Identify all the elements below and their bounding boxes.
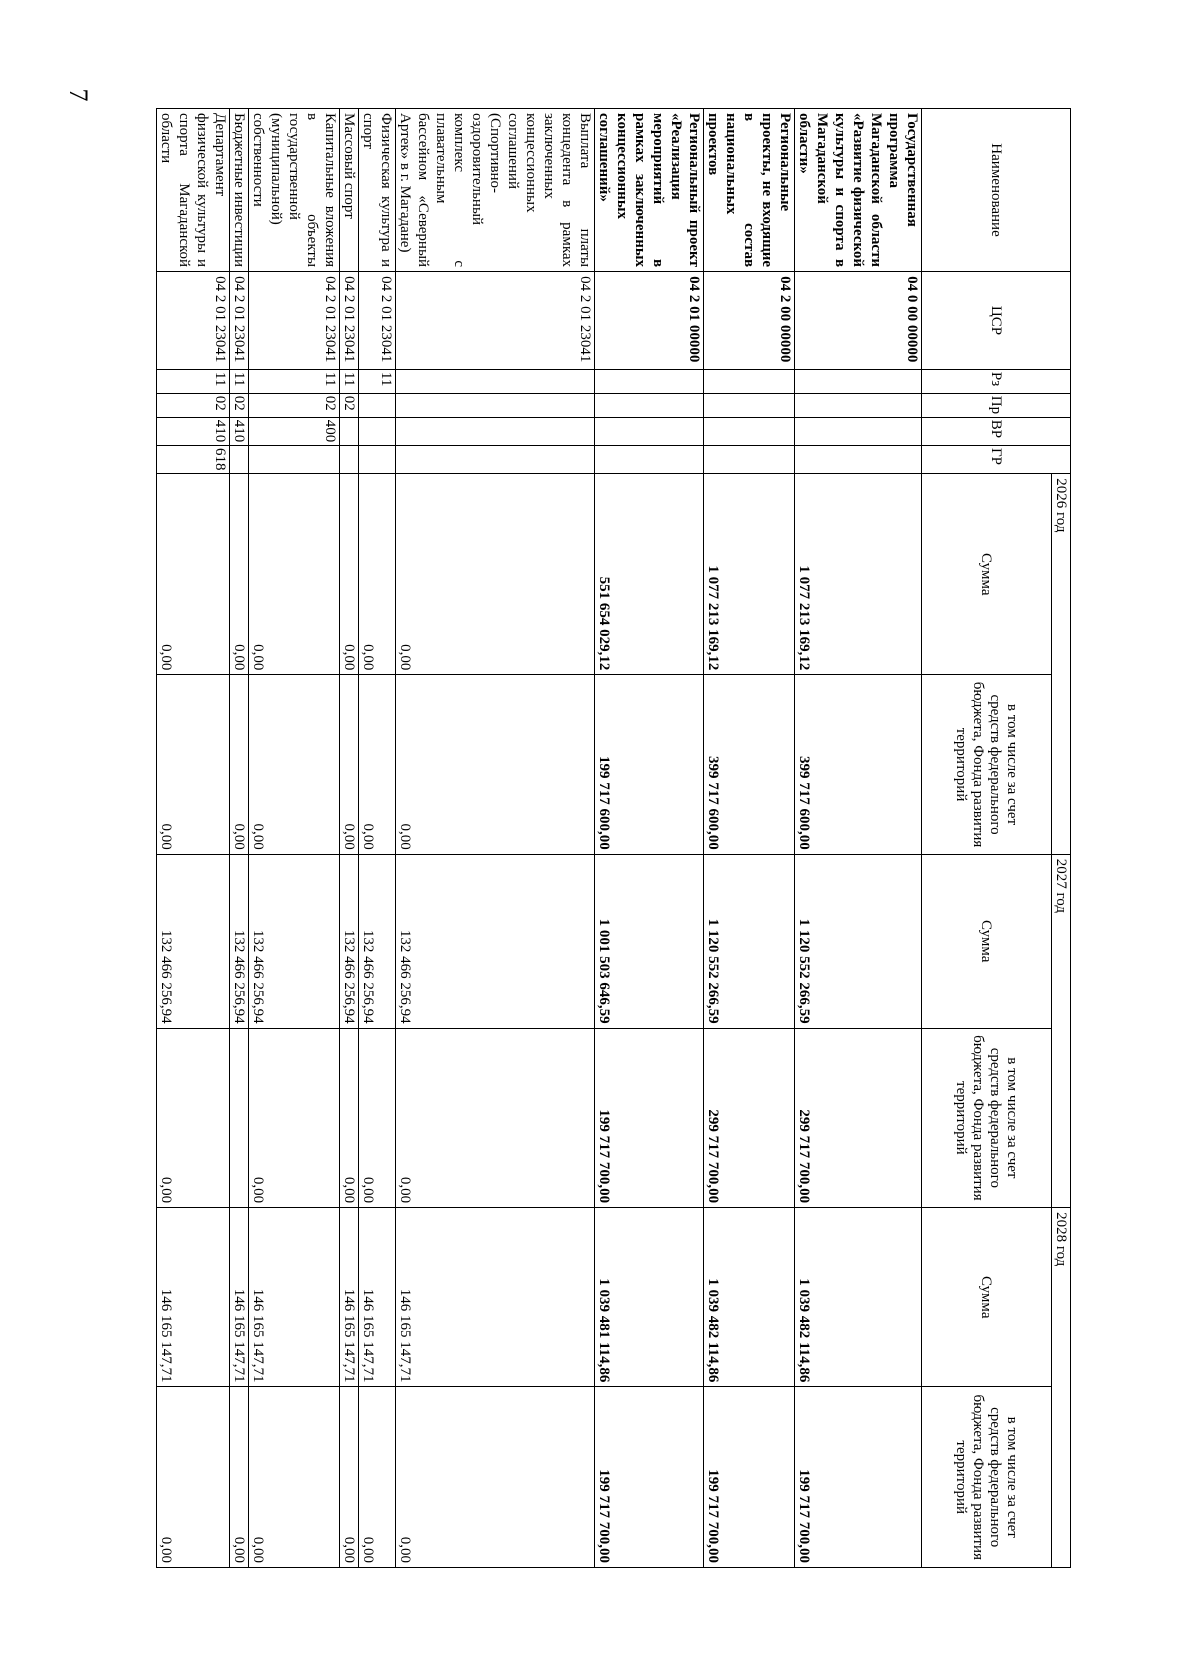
cell-vr	[795, 417, 922, 445]
cell-s2026: 551 654 029,12	[595, 474, 704, 675]
header-gr: ГР	[922, 445, 1071, 473]
cell-csr: 04 2 01 23041	[157, 272, 230, 370]
cell-gr	[249, 445, 340, 473]
cell-f2026: 0,00	[340, 675, 359, 854]
cell-csr: 04 2 01 23041	[340, 272, 359, 370]
cell-s2026: 0,00	[359, 474, 396, 675]
cell-csr: 04 2 00 00000	[704, 272, 795, 370]
cell-gr	[340, 445, 359, 473]
cell-s2027: 132 466 256,94	[230, 854, 249, 1028]
budget-table	[156, 108, 1071, 1568]
cell-f2028: 0,00	[157, 1387, 230, 1568]
table-row	[396, 109, 595, 1568]
cell-rz: 11	[230, 369, 249, 393]
cell-s2027: 1 120 552 266,59	[795, 854, 922, 1028]
cell-rz: 11	[249, 369, 340, 393]
cell-f2026: 0,00	[249, 675, 340, 854]
cell-f2027: 299 717 700,00	[704, 1028, 795, 1207]
cell-f2028: 0,00	[249, 1387, 340, 1568]
cell-name: Физическая культура и спорт	[359, 109, 396, 272]
table-row	[795, 109, 922, 1568]
cell-vr: 410	[157, 417, 230, 445]
cell-name: Региональный проект «Реализация мероприятий в рамках заключенных концессионных соглашений»	[595, 109, 704, 272]
cell-s2027: 132 466 256,94	[359, 854, 396, 1028]
header-federal-2027: в том числе за счет средств федерального бюджета, Фонда развития территорий	[922, 1028, 1052, 1207]
cell-f2027: 199 717 700,00	[595, 1028, 704, 1207]
cell-s2027: 132 466 256,94	[249, 854, 340, 1028]
cell-rz	[595, 369, 704, 393]
cell-f2026: 0,00	[359, 675, 396, 854]
cell-pr	[795, 393, 922, 417]
cell-s2027: 132 466 256,94	[340, 854, 359, 1028]
cell-f2027: 0,00	[157, 1028, 230, 1207]
header-year-2026: 2026 год	[1052, 474, 1071, 855]
header-sum-2026: Сумма	[922, 474, 1052, 675]
cell-f2027	[230, 1028, 249, 1207]
table-row	[157, 109, 230, 1568]
table-body	[157, 109, 922, 1568]
cell-csr: 04 2 01 00000	[595, 272, 704, 370]
cell-s2028: 1 039 482 114,86	[795, 1208, 922, 1387]
cell-gr	[595, 445, 704, 473]
cell-gr	[795, 445, 922, 473]
cell-pr	[359, 393, 396, 417]
cell-s2028: 146 165 147,71	[249, 1208, 340, 1387]
header-sum-2028: Сумма	[922, 1208, 1052, 1387]
cell-vr: 400	[249, 417, 340, 445]
header-year-2027: 2027 год	[1052, 854, 1071, 1207]
header-sum-2027: Сумма	[922, 854, 1052, 1028]
cell-vr	[396, 417, 595, 445]
cell-name: Государственная программа Магаданской области «Развитие физической культуры и спорта в Магаданской области»	[795, 109, 922, 272]
cell-vr	[595, 417, 704, 445]
cell-gr	[396, 445, 595, 473]
cell-csr: 04 2 01 23041	[359, 272, 396, 370]
cell-s2026: 1 077 213 169,12	[795, 474, 922, 675]
cell-s2028: 1 039 481 114,86	[595, 1208, 704, 1387]
cell-s2026: 0,00	[157, 474, 230, 675]
cell-name: Массовый спорт	[340, 109, 359, 272]
cell-rz: 11	[157, 369, 230, 393]
cell-pr	[595, 393, 704, 417]
cell-f2028: 0,00	[359, 1387, 396, 1568]
cell-s2026: 0,00	[249, 474, 340, 675]
cell-pr: 02	[340, 393, 359, 417]
cell-name: Региональные проекты, не входящие в состав национальных проектов	[704, 109, 795, 272]
cell-s2027: 132 466 256,94	[157, 854, 230, 1028]
cell-pr: 02	[249, 393, 340, 417]
cell-f2026: 0,00	[230, 675, 249, 854]
cell-f2027: 0,00	[249, 1028, 340, 1207]
cell-name: Бюджетные инвестиции	[230, 109, 249, 272]
cell-pr	[396, 393, 595, 417]
cell-s2028: 1 039 482 114,86	[704, 1208, 795, 1387]
cell-gr	[230, 445, 249, 473]
cell-f2028: 199 717 700,00	[704, 1387, 795, 1568]
budget-table-sheet	[158, 108, 1071, 1568]
cell-vr: 410	[230, 417, 249, 445]
cell-f2028: 0,00	[230, 1387, 249, 1568]
cell-f2026: 0,00	[396, 675, 595, 854]
cell-pr: 02	[157, 393, 230, 417]
page-number: 7	[64, 88, 93, 102]
table-row	[359, 109, 396, 1568]
cell-s2028: 146 165 147,71	[157, 1208, 230, 1387]
header-year-2028: 2028 год	[1052, 1208, 1071, 1568]
cell-f2028: 0,00	[340, 1387, 359, 1568]
cell-csr: 04 0 00 00000	[795, 272, 922, 370]
cell-f2026: 0,00	[157, 675, 230, 854]
cell-f2027: 299 717 700,00	[795, 1028, 922, 1207]
table-row	[704, 109, 795, 1568]
table-row	[230, 109, 249, 1568]
cell-s2026: 1 077 213 169,12	[704, 474, 795, 675]
cell-rz: 11	[340, 369, 359, 393]
cell-s2026: 0,00	[340, 474, 359, 675]
cell-f2027: 0,00	[340, 1028, 359, 1207]
cell-gr	[704, 445, 795, 473]
header-pr: Пр	[922, 393, 1071, 417]
header-csr: ЦСР	[922, 272, 1071, 370]
cell-f2028: 199 717 700,00	[795, 1387, 922, 1568]
cell-f2028: 199 717 700,00	[595, 1387, 704, 1568]
cell-name: Капитальные вложения в объекты государственной (муниципальной) собственности	[249, 109, 340, 272]
cell-rz	[795, 369, 922, 393]
cell-s2026: 0,00	[230, 474, 249, 675]
cell-s2027: 1 120 552 266,59	[704, 854, 795, 1028]
cell-s2028: 146 165 147,71	[230, 1208, 249, 1387]
cell-csr: 04 2 01 23041	[230, 272, 249, 370]
cell-f2026: 199 717 600,00	[595, 675, 704, 854]
cell-vr	[340, 417, 359, 445]
header-federal-2028: в том числе за счет средств федерального бюджета, Фонда развития территорий	[922, 1387, 1052, 1568]
cell-pr: 02	[230, 393, 249, 417]
cell-gr	[359, 445, 396, 473]
cell-rz	[704, 369, 795, 393]
cell-csr: 04 2 01 23041	[396, 272, 595, 370]
cell-s2028: 146 165 147,71	[396, 1208, 595, 1387]
cell-vr	[359, 417, 396, 445]
cell-gr: 618	[157, 445, 230, 473]
cell-s2027: 1 001 503 646,59	[595, 854, 704, 1028]
cell-name: Департамент физической культуры и спорта Магаданской области	[157, 109, 230, 272]
cell-s2028: 146 165 147,71	[359, 1208, 396, 1387]
cell-name: Выплата платы концедента в рамках заключенных концессионных соглашений (Спортивно-оздоровительный комплекс с плавательным бассейном «Северный Артек» в г. Магадане)	[396, 109, 595, 272]
cell-vr	[704, 417, 795, 445]
table-row	[249, 109, 340, 1568]
cell-f2027: 0,00	[396, 1028, 595, 1207]
header-federal-2026: в том числе за счет средств федерального бюджета, Фонда развития территорий	[922, 675, 1052, 854]
cell-f2028: 0,00	[396, 1387, 595, 1568]
cell-pr	[704, 393, 795, 417]
cell-rz	[396, 369, 595, 393]
cell-f2026: 399 717 600,00	[704, 675, 795, 854]
cell-rz: 11	[359, 369, 396, 393]
cell-s2026: 0,00	[396, 474, 595, 675]
header-name: Наименование	[922, 109, 1071, 272]
table-row	[595, 109, 704, 1568]
cell-f2026: 399 717 600,00	[795, 675, 922, 854]
cell-s2027: 132 466 256,94	[396, 854, 595, 1028]
cell-csr: 04 2 01 23041	[249, 272, 340, 370]
cell-s2028: 146 165 147,71	[340, 1208, 359, 1387]
header-rz: Рз	[922, 369, 1071, 393]
table-row	[340, 109, 359, 1568]
cell-f2027: 0,00	[359, 1028, 396, 1207]
header-vr: ВР	[922, 417, 1071, 445]
